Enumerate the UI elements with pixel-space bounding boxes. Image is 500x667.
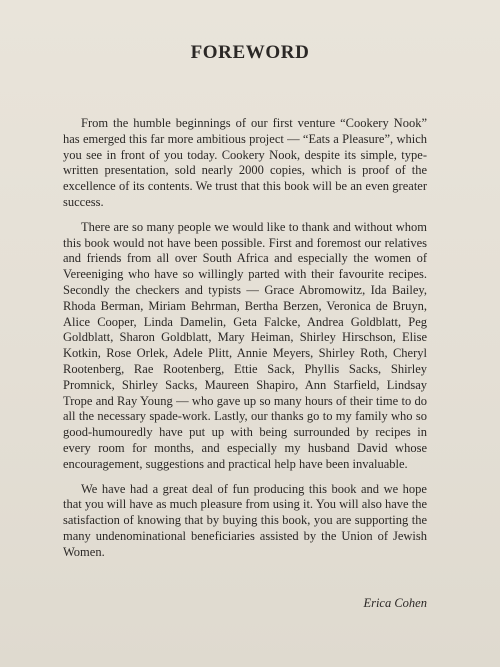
paragraph-closing: We have had a great deal of fun producing this book and we hope that you will have as much pleasure from using it. You will also have the satisfaction of knowing that by buying this book, you are supporting the many undenominational beneficiaries assisted by the Union of Jewish Women.	[63, 481, 427, 559]
page-title: FOREWORD	[190, 42, 310, 63]
foreword-body	[63, 116, 427, 570]
author-signature: Erica Cohen	[363, 596, 427, 610]
paragraph-thanks: There are so many people we would like to thank and without whom this book would not have been possible. First and foremost our relatives and friends from all over South Africa and especially the women of Vereeniging who have so willingly parted with their favourite recipes. Secondly the checkers and typists — Grace Abromowitz, Ida Bailey, Rhoda Berman, Miriam Behrman, Bertha Berzen, Veronica de Bruyn, Alice Cooper, Linda Damelin, Geta Falcke, Andrea Goldblatt, Peg Goldblatt, Sharon Goldblatt, Mary Heiman, Shirley Hirschson, Elise Kotkin, Rose Orlek, Adele Plitt, Annie Meyers, Shirley Roth, Cheryl Rootenberg, Rae Rootenberg, Ettie Sack, Phyllis Sacks, Shirley Promnick, Shirley Sacks, Maureen Shapiro, Ann Starfield, Lindsay Trope and Ray Young — who gave up so many hours of their time to do all the necessary spade-work. Lastly, our thanks go to my family who so good-humouredly have put up with being surrounded by recipes in every room for months, and especially my husband David whose encouragement, suggestions and practical help have been invaluable.	[63, 219, 427, 471]
paragraph-intro: From the humble beginnings of our first venture “Cookery Nook” has emerged this far more ambitious project — “Eats a Pleasure”, which you see in front of you today. Cookery Nook, despite its simple, type-written presentation, sold nearly 2000 copies, which is proof of the excellence of its contents. We trust that this book will be an even greater success.	[63, 116, 427, 209]
